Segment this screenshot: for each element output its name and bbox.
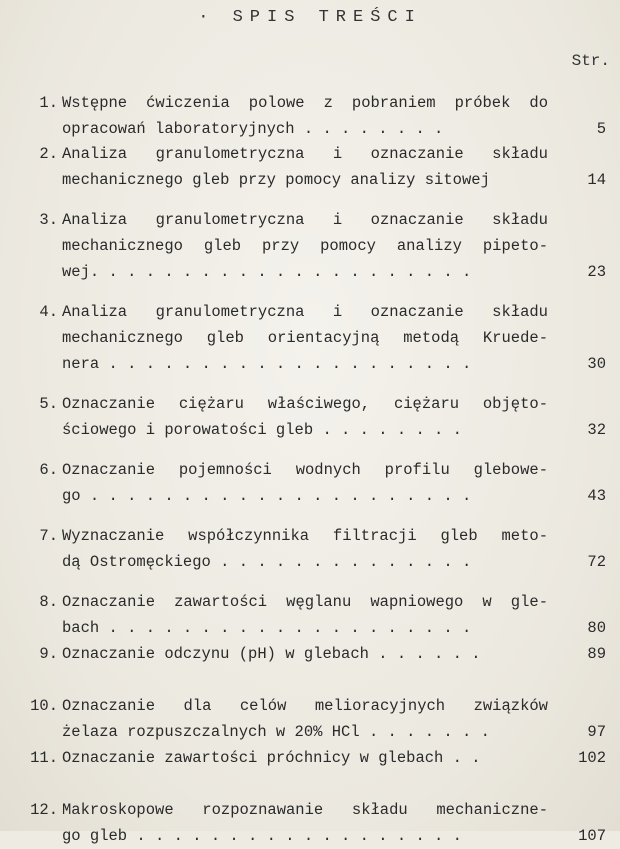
- toc-entry-page: 43: [587, 487, 606, 505]
- toc-entry-number: 3.: [39, 211, 58, 229]
- toc-entry-page: 14: [587, 171, 606, 189]
- toc-entry-line: ściowego i porowatości gleb . . . . . . . .: [62, 421, 462, 439]
- toc-entry-number: 7.: [39, 527, 58, 545]
- toc-entry-line: mechanicznego gleb przy pomocy analizy sitowej: [62, 171, 490, 189]
- toc-entry-number: 5.: [39, 395, 58, 413]
- toc-entry-number: 9.: [39, 645, 58, 663]
- toc-entry-number: 10.: [30, 697, 58, 715]
- toc-entry-line: nera . . . . . . . . . . . . . . . . . . . .: [62, 355, 472, 373]
- page-title: · SPIS TREŚCI: [198, 8, 422, 27]
- toc-entry-line: Oznaczanie zawartości węglanu wapniowego w gle-: [62, 593, 548, 611]
- toc-entry-line: mechanicznego gleb przy pomocy analizy pipeto-: [62, 237, 548, 255]
- toc-entry-page: 107: [578, 827, 606, 845]
- toc-entry-page: 32: [587, 421, 606, 439]
- toc-entry-line: Oznaczanie ciężaru właściwego, ciężaru objęto-: [62, 395, 548, 413]
- toc-entry-page: 5: [596, 120, 606, 138]
- toc-entry-line: Analiza granulometryczna i oznaczanie składu: [62, 211, 548, 229]
- toc-entry-line: Wyznaczanie współczynnika filtracji gleb meto-: [62, 527, 548, 545]
- toc-entry-page: 30: [587, 355, 606, 373]
- toc-entry-line: wej. . . . . . . . . . . . . . . . . . . . .: [62, 263, 472, 281]
- toc-entry-page: 80: [587, 619, 606, 637]
- toc-entry-line: go gleb . . . . . . . . . . . . . . . . . .: [62, 827, 462, 845]
- toc-entry-number: 11.: [30, 749, 58, 767]
- toc-entry-page: 72: [587, 553, 606, 571]
- toc-entry-line: go . . . . . . . . . . . . . . . . . . . . .: [62, 487, 472, 505]
- toc-entry-line: Oznaczanie odczynu (pH) w glebach . . . . . .: [62, 645, 481, 663]
- toc-entry-line: Oznaczanie dla celów melioracyjnych związków: [62, 697, 548, 715]
- toc-entry-number: 6.: [39, 461, 58, 479]
- page-column-label: Str.: [571, 52, 610, 70]
- toc-entry-line: Makroskopowe rozpoznawanie składu mechaniczne-: [62, 801, 548, 819]
- toc-entry-line: Analiza granulometryczna i oznaczanie składu: [62, 303, 548, 321]
- toc-entry-line: Wstępne ćwiczenia polowe z pobraniem próbek do: [62, 94, 548, 112]
- toc-entry-line: Oznaczanie pojemności wodnych profilu glebowe-: [62, 461, 548, 479]
- toc-entry-number: 1.: [39, 94, 58, 112]
- toc-entry-line: Analiza granulometryczna i oznaczanie składu: [62, 145, 548, 163]
- toc-entry-page: 23: [587, 263, 606, 281]
- toc-entry-line: bach . . . . . . . . . . . . . . . . . . . .: [62, 619, 472, 637]
- toc-entry-number: 2.: [39, 145, 58, 163]
- toc-entry-page: 89: [587, 645, 606, 663]
- toc-entry-number: 4.: [39, 303, 58, 321]
- toc-entry-line: dą Ostromęckiego . . . . . . . . . . . . . .: [62, 553, 472, 571]
- toc-entry-line: opracowań laboratoryjnych . . . . . . . .: [62, 120, 444, 138]
- toc-entry-number: 8.: [39, 593, 58, 611]
- toc-entry-line: mechanicznego gleb orientacyjną metodą Kruede-: [62, 329, 548, 347]
- toc-entry-page: 102: [578, 749, 606, 767]
- toc-entry-page: 97: [587, 723, 606, 741]
- toc-entry-line: żelaza rozpuszczalnych w 20% HCl . . . . . . .: [62, 723, 490, 741]
- toc-entry-line: Oznaczanie zawartości próchnicy w glebach . .: [62, 749, 481, 767]
- toc-entry-number: 12.: [30, 801, 58, 819]
